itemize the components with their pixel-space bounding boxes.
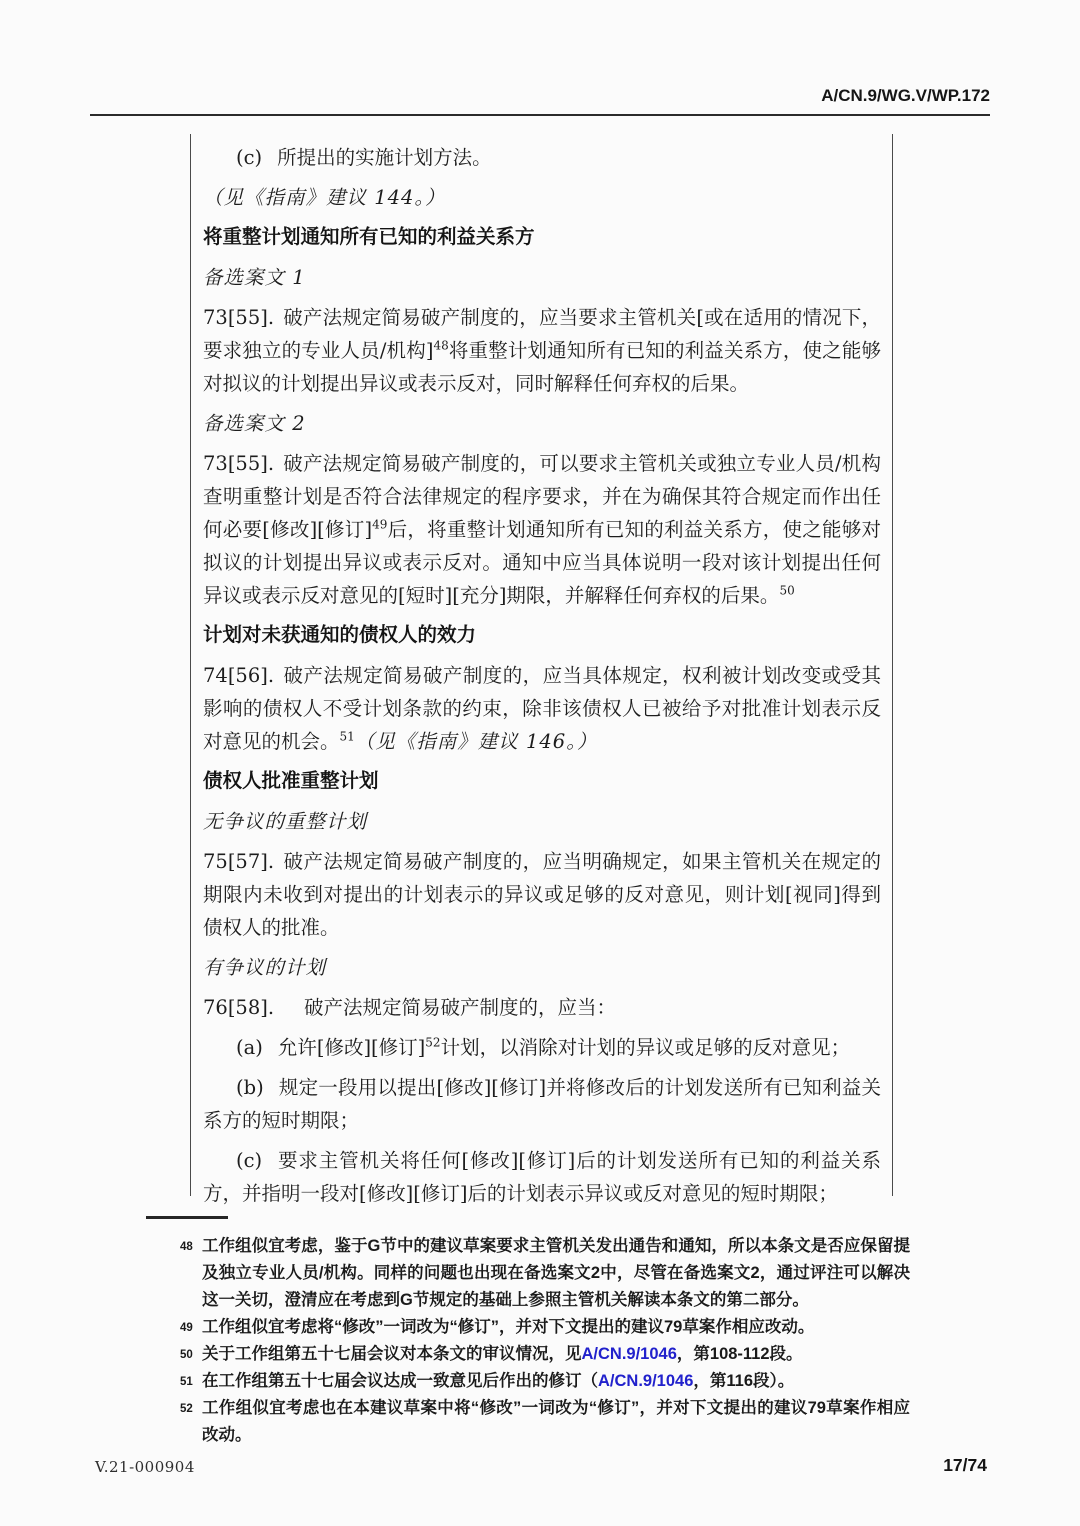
paragraph-item-a	[203, 1031, 881, 1064]
paragraph-76	[203, 991, 881, 1024]
footnote-text: 在工作组第五十七届会议达成一致意见后作出的修订（	[202, 1372, 598, 1390]
footnote-number: 48	[180, 1241, 193, 1253]
footnote-ref-48: 48	[433, 338, 449, 353]
list-text: 规定一段用以提出[修改][修订]并将修改后的计划发送所有已知利益关系方的短时期限；	[203, 1076, 881, 1132]
label-contested-plan: 有争议的计划	[203, 956, 327, 979]
paragraph-text: 将重整计划通知所有已知的利益关系方，使之能够对拟议的计划提出异议或表示反对，同时解释任何弃权的后果。	[203, 339, 881, 395]
list-text: 允许[修改][修订]	[277, 1036, 426, 1059]
footnote-text: ，第116段）。	[693, 1372, 795, 1390]
paragraph-text: 破产法规定简易破产制度的，应当：	[304, 996, 617, 1019]
guide-reference-146: （见《指南》建议 146。）	[354, 730, 598, 753]
paragraph-number: 75[57].	[203, 850, 275, 873]
footnote-text: 工作组似宜考虑将“修改”一词改为“修订”，并对下文提出的建议79草案作相应改动。	[202, 1318, 815, 1336]
document-symbol: A/CN.9/WG.V/WP.172	[821, 86, 990, 105]
label-uncontested-plan: 无争议的重整计划	[203, 810, 368, 833]
paragraph-item-c-intro	[203, 141, 881, 174]
alternative-text-2-label: 备选案文 2	[203, 412, 306, 435]
list-label: (c)	[236, 146, 263, 169]
paragraph-75	[203, 845, 881, 944]
list-label: (a)	[236, 1036, 263, 1059]
heading-effect-on-creditors: 计划对未获通知的债权人的效力	[203, 624, 477, 646]
list-text: 要求主管机关将任何[修改][修订]后的计划发送所有已知的利益关系方，并指明一段对[修改][修订]后的计划表示异议或反对意见的短时期限；	[203, 1149, 881, 1205]
paragraph-text: 破产法规定简易破产制度的，应当要求主管机关[或在适用的情况下，要求独立的专业人员/机构]	[203, 306, 881, 362]
footnote-ref-49: 49	[372, 517, 388, 532]
footnotes-section	[146, 1216, 910, 1449]
alternative-text-1-label: 备选案文 1	[203, 266, 306, 289]
footnote-52	[180, 1395, 910, 1449]
footnote-number: 51	[180, 1376, 193, 1388]
footnote-ref-50: 50	[779, 583, 795, 598]
page-number: 17/74	[943, 1455, 987, 1475]
paragraph-text: 后，将重整计划通知所有已知的利益关系方，使之能够对拟议的计划提出异议或表示反对。通知中应当具体说明一段对该计划提出任何异议或表示反对意见的[短时][充分]期限，并解释任何弃权的后果。	[203, 518, 881, 607]
paragraph-text: 破产法规定简易破产制度的，应当明确规定，如果主管机关在规定的期限内未收到对提出的计划表示的异议或足够的反对意见，则计划[视同]得到债权人的批准。	[203, 850, 881, 939]
document-link-acn9-1046[interactable]: A/CN.9/1046	[581, 1345, 677, 1363]
footnote-number: 50	[180, 1349, 193, 1361]
paragraph-item-b	[203, 1071, 881, 1137]
content-frame	[190, 134, 893, 1205]
paragraph-73-alt2	[203, 447, 881, 612]
paragraph-73-alt1	[203, 301, 881, 400]
paragraph-item-c	[203, 1144, 881, 1210]
footnote-51	[180, 1368, 910, 1395]
paragraph-74	[203, 659, 881, 758]
list-label: (c)	[236, 1149, 263, 1172]
footnote-text: 工作组似宜考虑，鉴于G节中的建议草案要求主管机关发出通告和通知，所以本条文是否应保留提及独立专业人员/机构。同样的问题也出现在备选案文2中，尽管在备选案文2，通过评注可以解决这一关切，澄清应在考虑到G节规定的基础上参照主管机关解读本条文的第二部分。	[202, 1237, 910, 1309]
footnote-48	[180, 1233, 910, 1314]
paragraph-number: 73[55].	[203, 452, 275, 475]
paragraph-number: 76[58].	[203, 996, 275, 1019]
list-text: 所提出的实施计划方法。	[277, 146, 492, 169]
footnote-text: ，第108-112段。	[676, 1345, 803, 1363]
paragraph-number: 74[56].	[203, 664, 275, 687]
footnote-list	[180, 1233, 910, 1449]
footnote-ref-51: 51	[339, 729, 355, 744]
footnote-50	[180, 1341, 910, 1368]
list-label: (b)	[236, 1076, 264, 1099]
footnote-number: 49	[180, 1322, 193, 1334]
guide-reference-144: （见《指南》建议 144。）	[203, 186, 446, 209]
heading-notify-plan: 将重整计划通知所有已知的利益关系方	[203, 226, 535, 248]
paragraph-text: 破产法规定简易破产制度的，可以要求主管机关或独立专业人员/机构查明重整计划是否符合法律规定的程序要求，并在为确保其符合规定而作出任何必要[修改][修订]	[203, 452, 881, 541]
footnote-separator	[146, 1216, 228, 1219]
header-divider	[90, 114, 990, 116]
paragraph-number: 73[55].	[203, 306, 275, 329]
paragraph-text: 破产法规定简易破产制度的，应当具体规定，权利被计划改变或受其影响的债权人不受计划条款的约束，除非该债权人已被给予对批准计划表示反对意见的机会。	[203, 664, 881, 753]
footnote-ref-52: 52	[425, 1035, 441, 1050]
heading-creditor-approval: 债权人批准重整计划	[203, 770, 379, 792]
footnote-text: 工作组似宜考虑也在本建议草案中将“修改”一词改为“修订”，并对下文提出的建议79草案作相应改动。	[202, 1399, 910, 1444]
footnote-text: 关于工作组第五十七届会议对本条文的审议情况，见	[202, 1345, 582, 1363]
document-link-acn9-1046[interactable]: A/CN.9/1046	[598, 1372, 694, 1390]
footnote-49	[180, 1314, 910, 1341]
footnote-number: 52	[180, 1403, 193, 1415]
list-text: 计划，以消除对计划的异议或足够的反对意见；	[440, 1036, 851, 1059]
footer-document-number: V.21-000904	[95, 1458, 195, 1476]
